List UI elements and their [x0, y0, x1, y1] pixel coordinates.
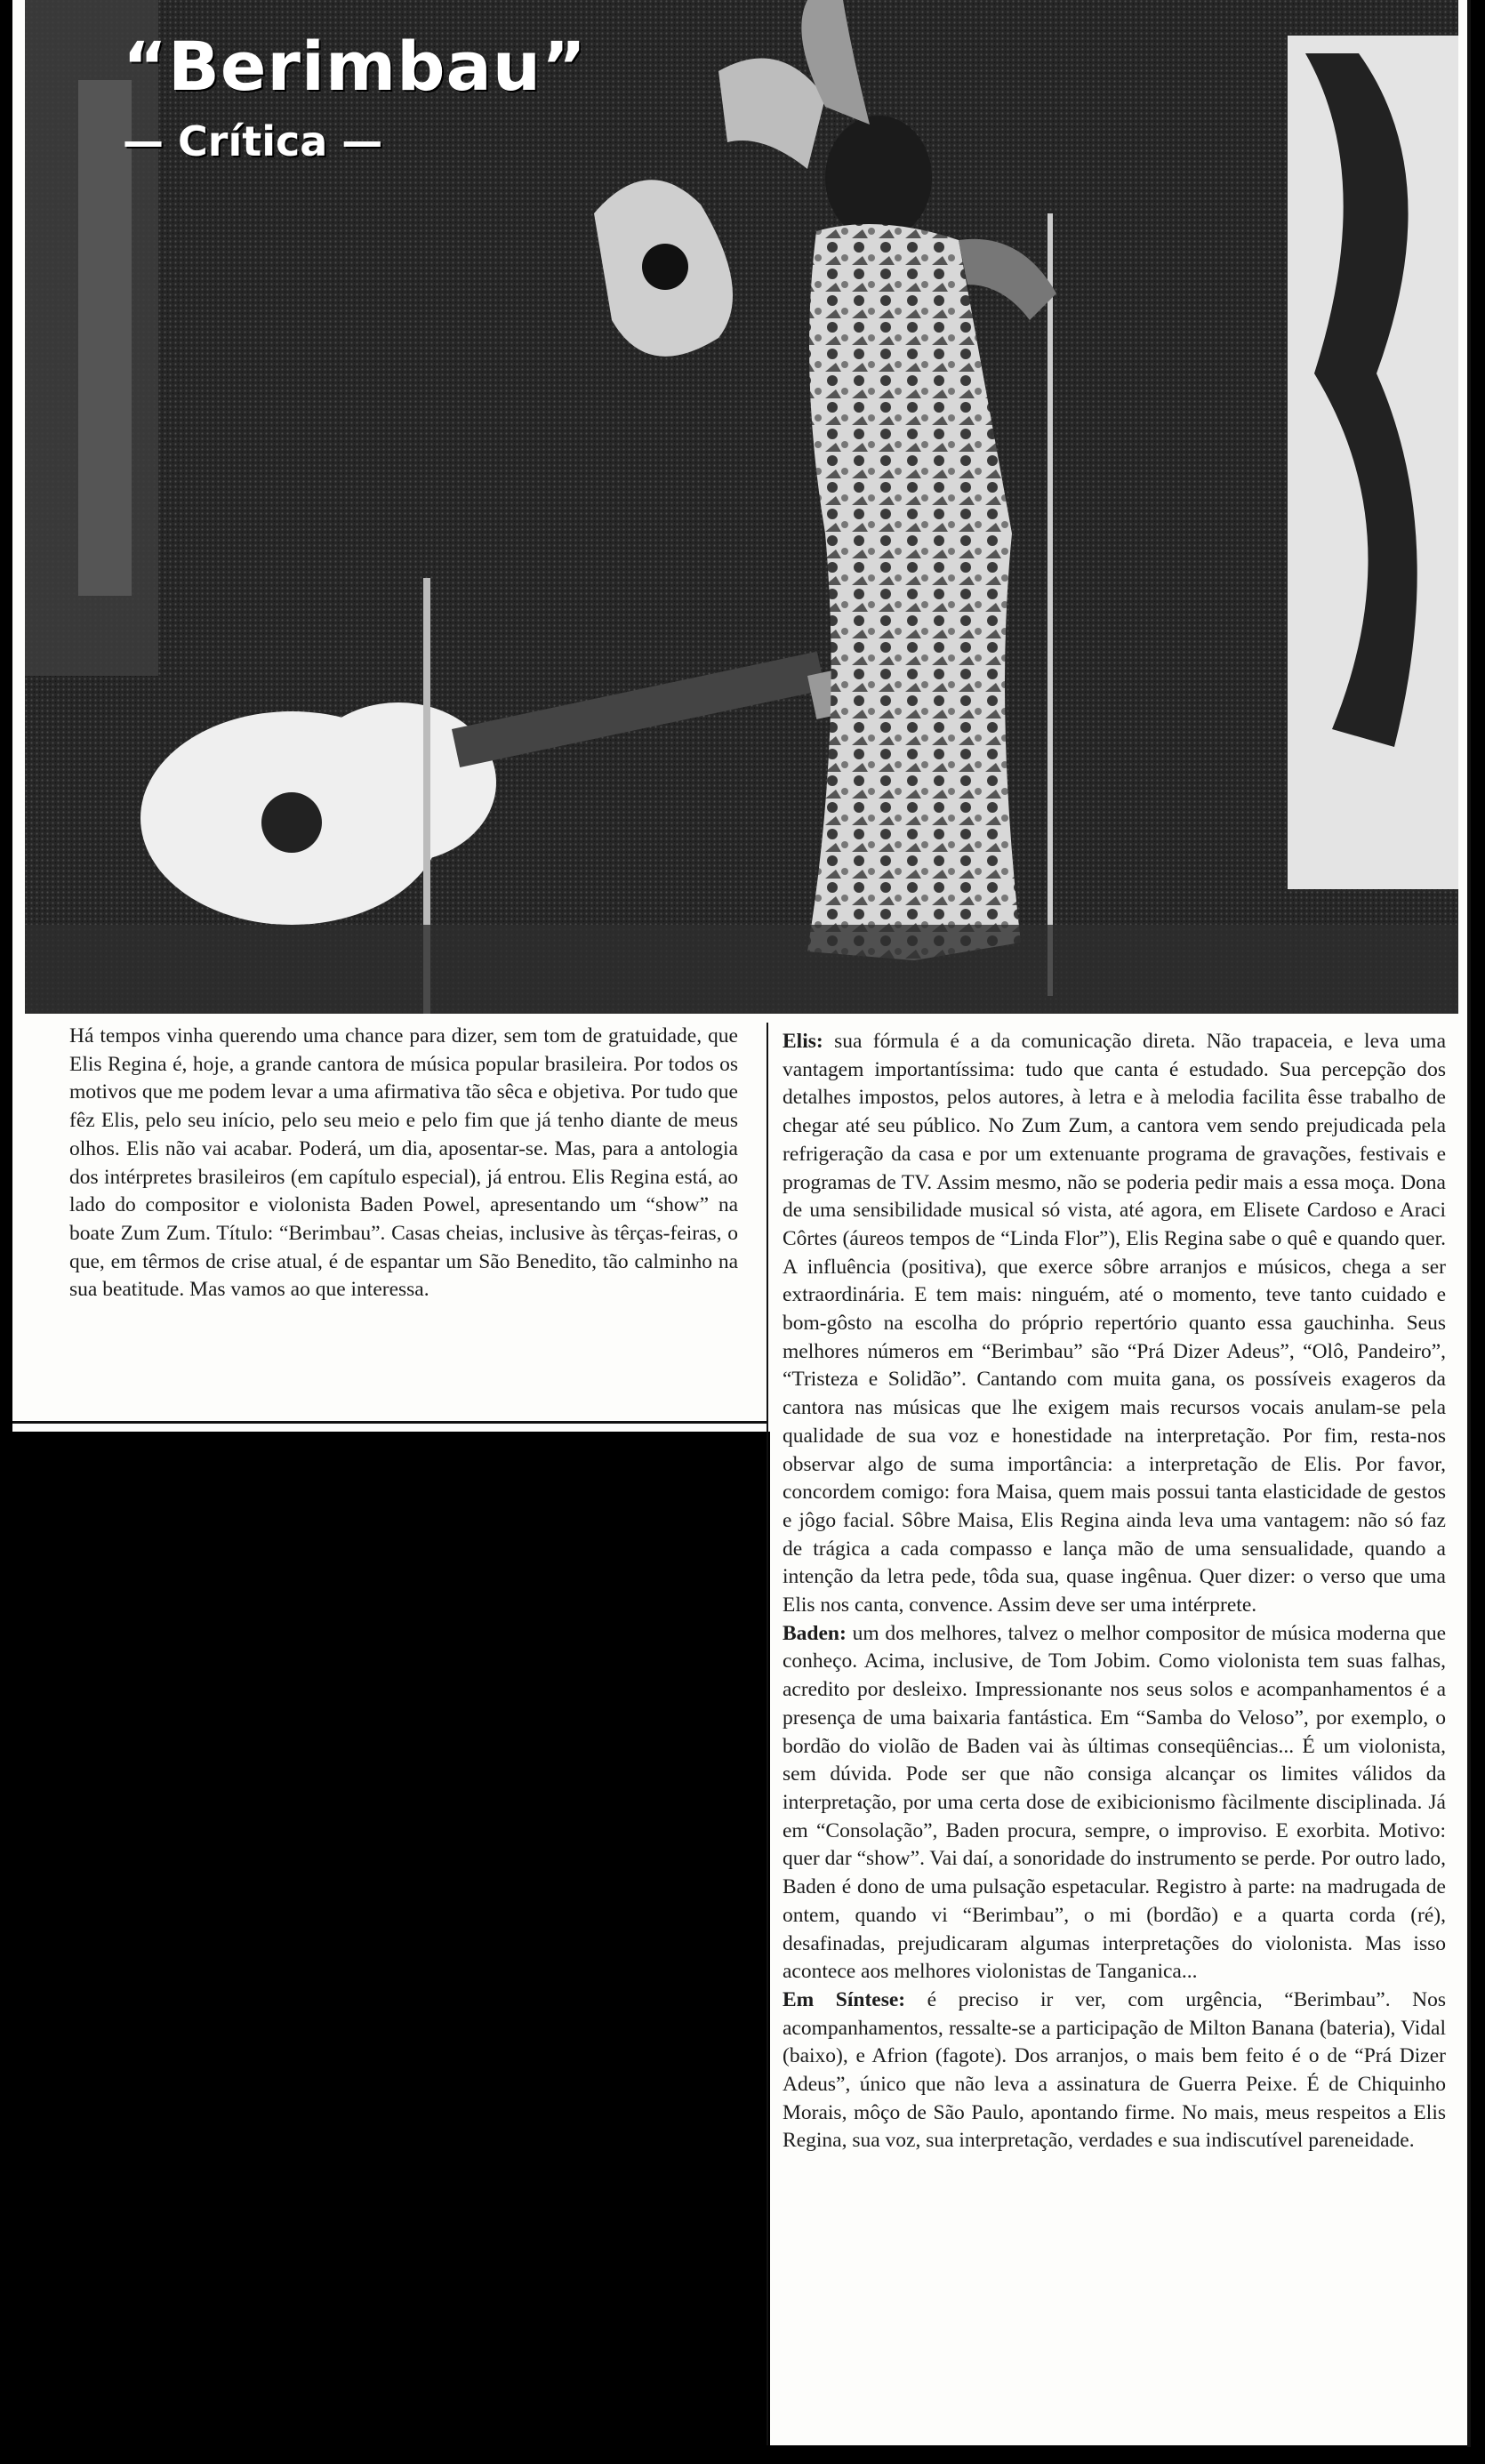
section-baden — [783, 1620, 1446, 1986]
section-sintese — [783, 1986, 1446, 2155]
section-lead-elis: Elis: — [783, 1030, 823, 1053]
section-text-elis: sua fórmula é a da comunicação direta. Não trapaceia, e leva uma vantagem importantíssima: tudo que canta é estudado. Sua percepção dos detalhes impostos, pelos autores, à letra e à melodia facilita êsse trabalho de chegar até seu público. No Zum Zum, a cantora vem sendo prejudicada pela refrigeração da casa e por um extenuante programa de gravações, festivais e programas de TV. Assim mesmo, não se poderia pedir mais a essa moça. Dona de uma sensibilidade musical só vista, até agora, em Elisete Cardoso e Araci Côrtes (áureos tempos de “Linda Flor”), Elis Regina sabe o quê e quando quer. A influência (positiva), que exerce sôbre arranjos e músicos, chega a ser extraordinária. E tem mais: ninguém, até o momento, teve tanto cuidado e bom-gôsto na escolha do próprio repertório quanto essa gauchinha. Seus melhores números em “Berimbau” são “Prá Dizer Adeus”, “Olô, Pandeiro”, “Tristeza e Solidão”. Cantando com muita gana, os possíveis exageros da cantora nas músicas que lhe exigem mais recursos vocais anulam-se pela qualidade de sua voz e honestidade na interpretação. Por fim, resta-nos observar algo de suma importância: a interpretação de Elis. Por favor, concordem comigo: fora Maisa, quem mais possui tanta elasticidade de gestos e jôgo facial. Sôbre Maisa, Elis Regina ainda leva uma vantagem: não só faz de trágica a cada compasso e lança mão de uma sensualidade, quando a intenção da letra pede, tôda sua, quase ingênua. Quer dizer: o verso que uma Elis nos canta, convence. Assim deve ser uma intérprete. — [783, 1030, 1447, 1617]
article-subtitle: — Crítica — — [123, 117, 383, 165]
left-column-bottom-rule — [12, 1421, 768, 1424]
section-text-baden: um dos melhores, talvez o melhor compositor de música moderna que conheço. Acima, inclusive, de Tom Jobim. Como violonista tem suas falhas, acredito por desleixo. Impressionante nos seus solos e acompanhamentos é a presença de uma baixaria fantástica. Em “Samba do Veloso”, por exemplo, o bordão do violão de Baden vai às últimas conseqüências... É um violonista, sem dúvida. Pode ser que não consiga alcançar os limites válidos da interpretação, por uma certa dose de exibicionismo fàcilmente disciplinada. Já em “Consolação”, Baden procura, sempre, o improviso. E exorbita. Motivo: quer dar “show”. Vai daí, a sonoridade do instrumento se perde. Por outro lado, Baden é dono de uma pulsação espetacular. Registro à parte: na madrugada de ontem, quando vi “Berimbau”, o mi (bordão) e a quarta corda (ré), desafinadas, prejudicaram algumas interpretações do violonista. Mas isso acontece aos melhores violonistas de Tanganica... — [783, 1621, 1447, 1984]
section-lead-baden: Baden: — [783, 1621, 847, 1645]
right-text-column — [783, 1028, 1446, 2155]
article-photo — [25, 0, 1458, 1014]
section-text-sintese: é preciso ir ver, com urgência, “Berimbau”. Nos acompanhamentos, ressalte-se a participação de Milton Banana (bateria), Vidal (baixo), e Afrion (fagote). Dos arranjos, o mais bem feito é o de “Prá Dizer Adeus”, único que não leva a assinatura de Guerra Peixe. É de Chiquinho Morais, môço de São Paulo, apontando firme. No mais, meus respeitos a Elis Regina, sua voz, sua interpretação, verdades e sua indiscutível pareneidade. — [783, 1987, 1446, 2153]
column-divider — [767, 1023, 768, 2445]
article-title: “Berimbau” — [123, 27, 587, 106]
intro-paragraph: Há tempos vinha querendo uma chance para dizer, sem tom de gratuidade, que Elis Regina é, hoje, a grande cantora de música popular brasileira. Por todos os motivos que me podem levar a uma afirmativa tão sêca e objetiva. Por tudo que fêz Elis, pelo seu início, pelo seu meio e pelo fim que já tenho diante de meus olhos. Elis não vai acabar. Poderá, um dia, aposentar-se. Mas, para a antologia dos intérpretes brasileiros (em capítulo especial), já entrou. Elis Regina está, ao lado do compositor e violonista Baden Powel, apresentando um “show” na boate Zum Zum. Título: “Berimbau”. Casas cheias, inclusive às têrças-feiras, o que, em têrmos de crise atual, é de espantar um São Benedito, tão calminho na sua beatitude. Mas vamos ao que interessa. — [69, 1024, 738, 1302]
section-elis — [783, 1028, 1446, 1620]
left-text-column — [69, 1023, 738, 1304]
right-border — [1467, 0, 1471, 2447]
section-lead-sintese: Em Síntese: — [783, 1987, 906, 2011]
